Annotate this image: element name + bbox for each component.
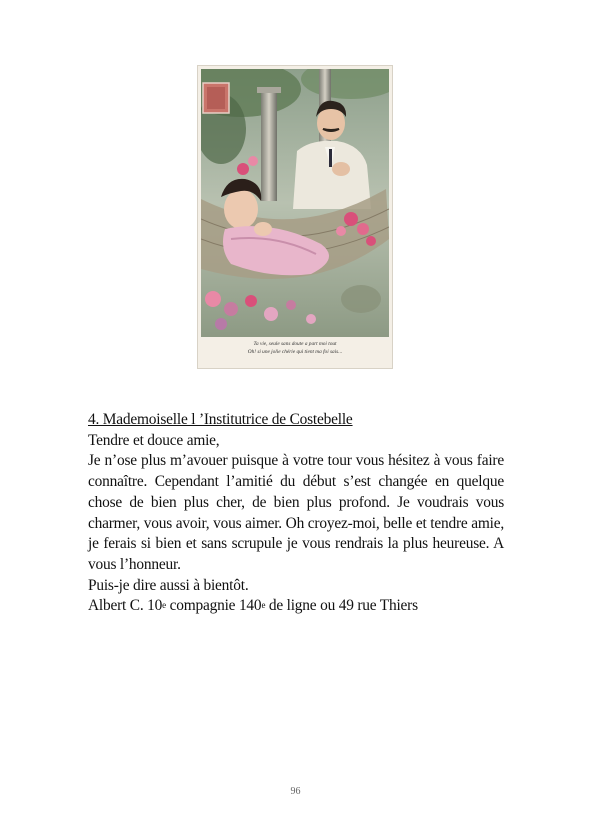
letter-signature xyxy=(88,596,504,617)
caption-line: Oh! si une jolie chérie qui tient ma foi sais... xyxy=(247,349,343,355)
ordinal-suffix: e xyxy=(162,600,166,611)
ordinal-suffix: e xyxy=(261,600,266,611)
postcard-photo xyxy=(201,69,389,337)
letter-heading: 4. Mademoiselle l ’Institutrice de Costebelle xyxy=(88,411,353,428)
letter-closing: Puis-je dire aussi à bientôt. xyxy=(88,576,249,594)
page-number: 96 xyxy=(290,786,301,797)
caption-line: Ta vie, seule sans doute a part moi tout xyxy=(253,341,337,347)
postcard-image xyxy=(198,66,392,368)
letter-body: Je n’ose plus m’avouer puisque à votre tour vous hésitez à vous faire connaître. Cependant l’amitié du début s’est changée en quelque chose de bien plus cher, de bien plus profond. Je voudrais vous charmer, vous avoir, vous aimer. Oh croyez-moi, belle et tendre amie, je ferais si bien et sans scrupule je vous rendrais la plus heureuse. A vous l’honneur. xyxy=(88,452,504,573)
postcard-caption xyxy=(198,340,392,356)
signature-company: compagnie 140 xyxy=(165,597,262,615)
signature-name: Albert C. 10 xyxy=(88,597,163,615)
signature-address: de ligne ou 49 rue Thiers xyxy=(265,597,418,615)
letter-text xyxy=(88,410,504,617)
letter-greeting: Tendre et douce amie, xyxy=(88,431,220,449)
